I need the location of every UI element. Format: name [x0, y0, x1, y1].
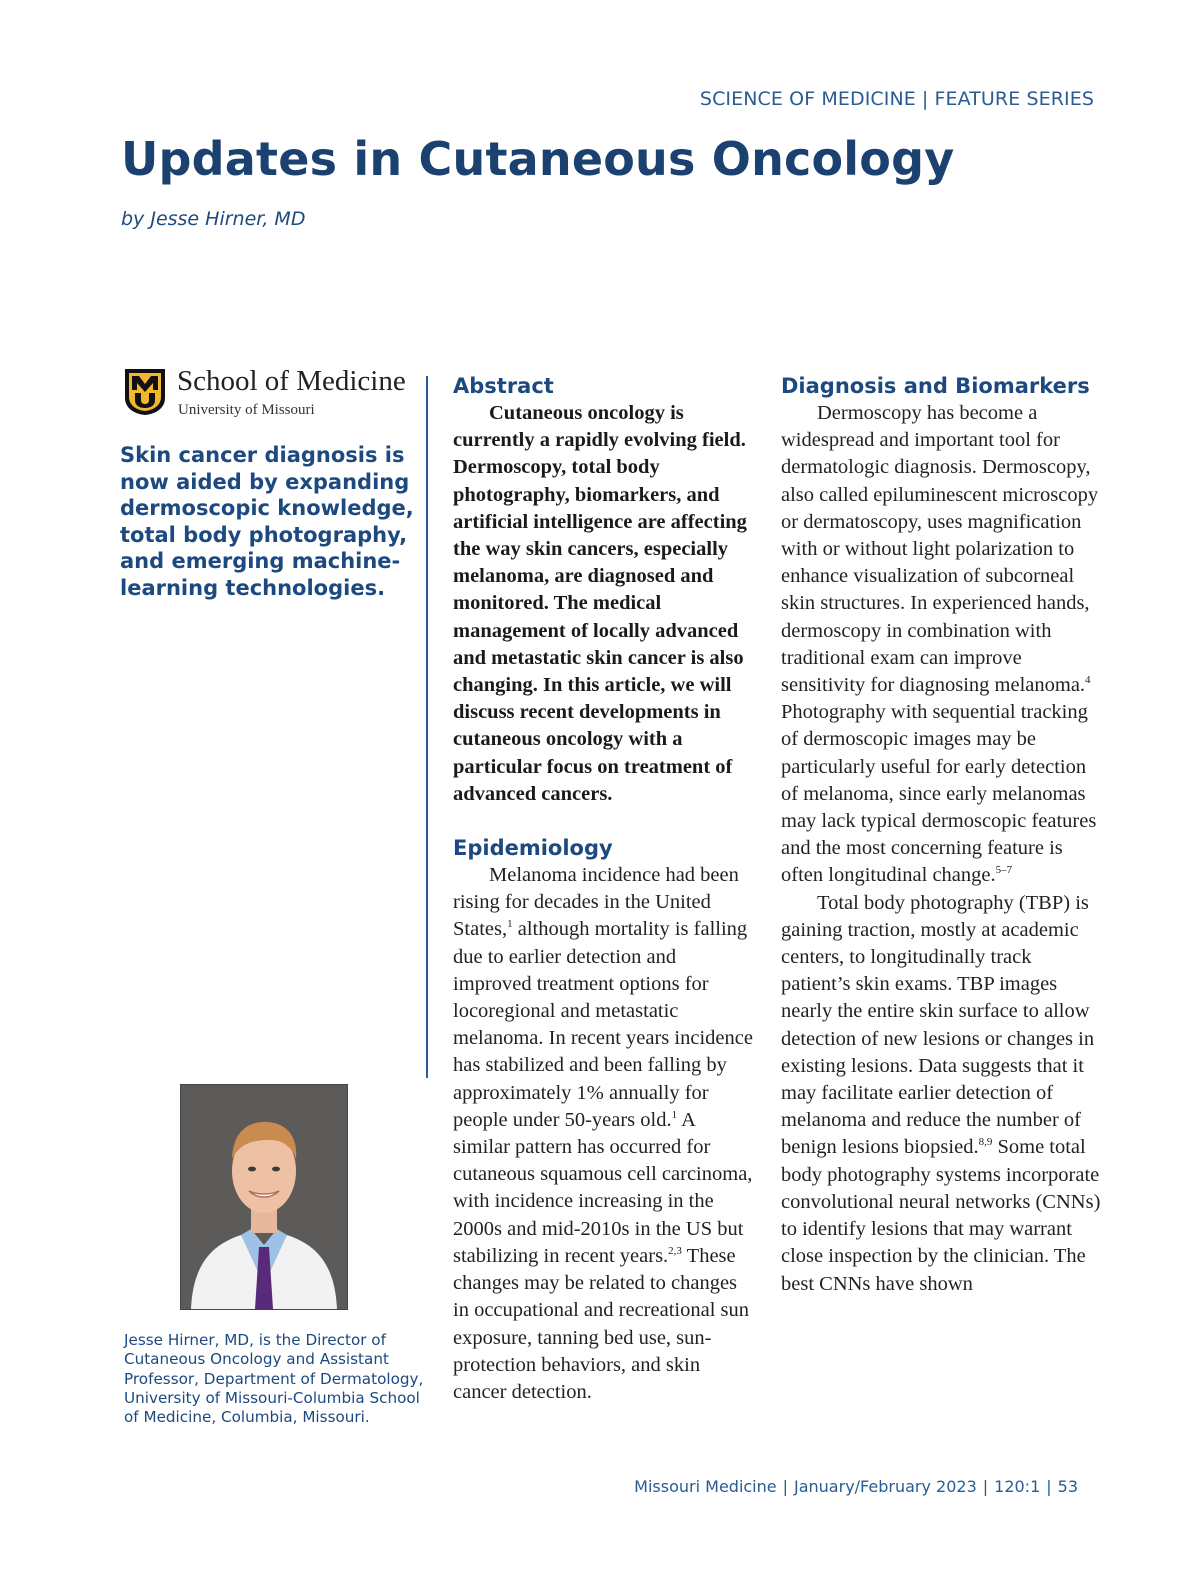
school-of-medicine-logo: [124, 365, 424, 428]
abstract-heading: Abstract: [453, 374, 554, 398]
section-label: SCIENCE OF MEDICINE: [699, 88, 916, 110]
page-number: 53: [1057, 1477, 1078, 1496]
citation: 4: [1085, 674, 1091, 687]
citation: 1: [671, 1109, 678, 1122]
running-header: SCIENCE OF MEDICINE | FEATURE SERIES: [699, 88, 1094, 110]
column-middle: [453, 372, 753, 1406]
author-caption: Jesse Hirner, MD, is the Director of Cutaneous Oncology and Assistant Professor, Department of Dermatology, University of Missouri-Columbia School of Medicine, Columbia, Missouri.: [124, 1331, 424, 1427]
epidemiology-paragraph: Melanoma incidence had been rising for decades in the United States,$^1$ although mortality is falling due to earlier detection and improved treatment options for locoregional and metastatic melanoma. In recent years incidence has stabilized and been falling by approximately 1% annually for people under 50-years old.$^1$ A similar pattern has occurred for cutaneous squamous cell carcinoma, with incidence increasing in the 2000s and mid-2010s in the US but stabilizing in recent years.$^{2,3}$ These changes may be related to changes in occupational and recreational sun exposure, tanning bed use, sun-protection behaviors, and skin cancer detection.: [453, 864, 753, 1403]
epidemiology-heading: Epidemiology: [453, 836, 613, 861]
logo-title: School of Medicine: [177, 365, 406, 397]
abstract-body: Cutaneous oncology is currently a rapidly evolving field. Dermoscopy, total body photography, biomarkers, and artificial intelligence are affecting the way skin cancers, especially melanoma, are diagnosed and monitored. The medical management of locally advanced and metastatic skin cancer is also changing. In this article, we will discuss recent developments in cutaneous oncology with a particular focus on treatment of advanced cancers.: [453, 402, 747, 805]
pull-quote: Skin cancer diagnosis is now aided by expanding dermoscopic knowledge, total body photography, and emerging machine-learning technologies.: [120, 443, 414, 600]
volume: 120:1: [994, 1477, 1041, 1496]
issue-date: January/February 2023: [794, 1477, 977, 1496]
mizzou-logo-icon: [124, 368, 166, 416]
journal-name: Missouri Medicine: [634, 1477, 777, 1496]
tbp-paragraph: Total body photography (TBP) is gaining traction, mostly at academic centers, to longitudinally track patient’s skin exams. TBP images nearly the entire skin surface to allow detection of new lesions or changes in existing lesions. Data suggests that it may facilitate earlier detection of melanoma and reduce the number of benign lesions biopsied.$^{8,9}$ Some total body photography systems incorporate convolutional neural networks (CNNs) to identify lesions that may warrant close inspection by the clinician. The best CNNs have shown: [781, 891, 1101, 1295]
byline: by Jesse Hirner, MD: [121, 208, 306, 230]
article-title: Updates in Cutaneous Oncology: [121, 132, 955, 186]
logo-subtitle: University of Missouri: [178, 402, 315, 418]
column-right: [781, 372, 1101, 1298]
column-divider: [426, 376, 428, 1078]
author-portrait: [180, 1084, 348, 1310]
dermoscopy-paragraph: Dermoscopy has become a widespread and important tool for dermatologic diagnosis. Dermoscopy, also called epiluminescent microscopy or dermatoscopy, uses magnification with or without light polarization to enhance visualization of subcorneal skin structures. In experienced hands, dermoscopy in combination with traditional exam can improve sensitivity for diagnosing melanoma.$^4$ Photography with sequential tracking of dermoscopic images may be particularly useful for early detection of melanoma, since early melanomas may lack typical dermoscopic features and the most concerning feature is often longitudinal change.$^{5-7}$: [781, 402, 1099, 887]
diagnosis-heading: Diagnosis and Biomarkers: [781, 374, 1090, 398]
page-footer: Missouri Medicine | January/February 2023 | 120:1 | 53: [634, 1477, 1078, 1496]
citation: 1: [507, 918, 513, 931]
author-photo-icon: [181, 1085, 347, 1309]
citation: 5–7: [995, 864, 1013, 877]
citation: 2,3: [668, 1245, 682, 1258]
citation: 8,9: [978, 1136, 993, 1149]
series-label: FEATURE SERIES: [934, 88, 1094, 110]
